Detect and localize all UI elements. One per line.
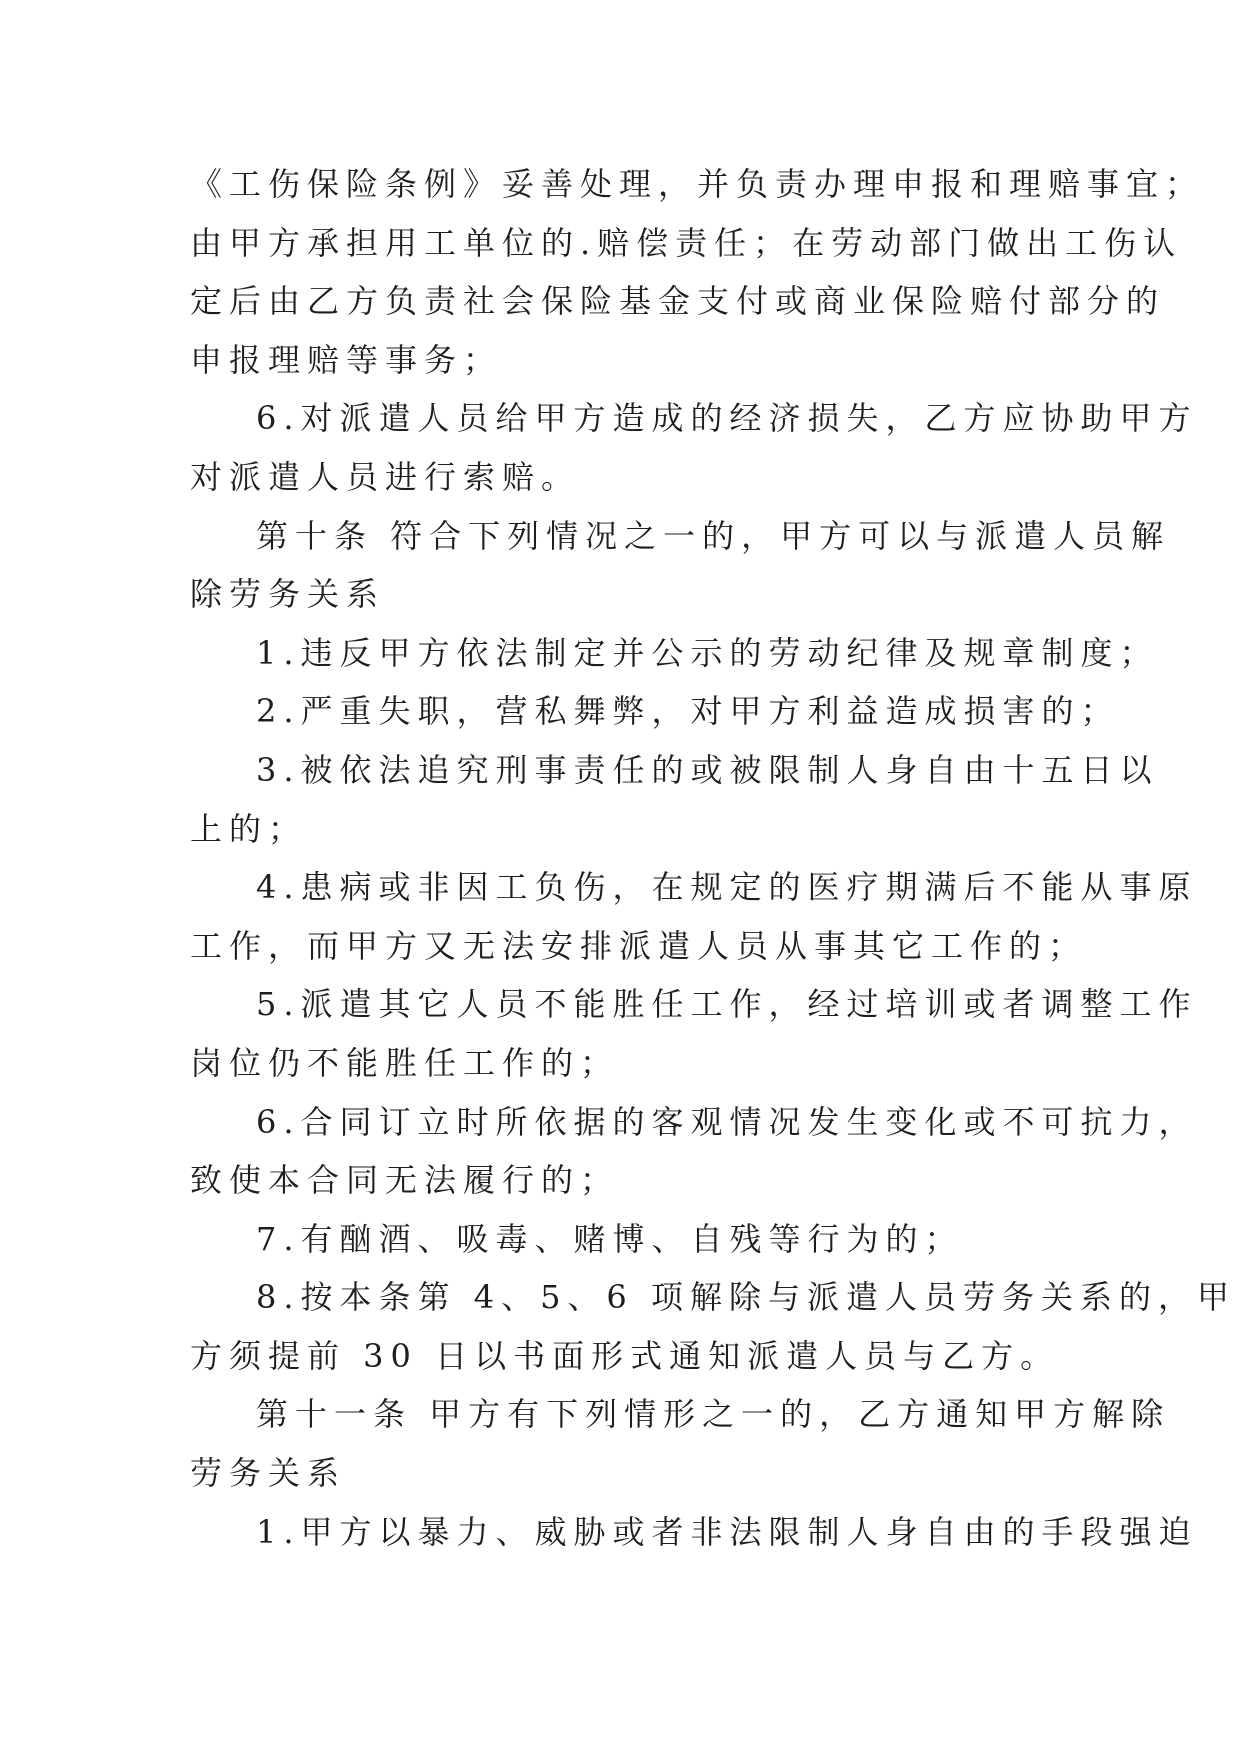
list-item: 1.违反甲方依法制定并公示的劳动纪律及规章制度；	[256, 633, 1159, 672]
text-line: 《工伤保险条例》妥善处理，并负责办理申报和理赔事宜；	[190, 165, 1205, 203]
list-item: 5.派遣其它人员不能胜任工作，经过培训或者调整工作	[256, 985, 1198, 1024]
document-body	[190, 155, 1236, 1561]
text-line: 劳务关系	[190, 1454, 347, 1493]
text-line: 致使本合同无法履行的；	[190, 1161, 620, 1200]
list-item: 3.被依法追究刑事责任的或被限制人身自由十五日以	[256, 750, 1159, 789]
list-item: 2.严重失职，营私舞弊，对甲方利益造成损害的；	[256, 692, 1120, 731]
list-item: 6.合同订立时所依据的客观情况发生变化或不可抗力，	[256, 1102, 1198, 1141]
text-line: 方须提前 30 日以书面形式通知派遣人员与乙方。	[190, 1336, 1060, 1375]
text-line: 6.对派遣人员给甲方造成的经济损失，乙方应协助甲方	[256, 399, 1198, 438]
list-item: 4.患病或非因工负伤，在规定的医疗期满后不能从事原	[256, 868, 1198, 907]
text-line: 除劳务关系	[190, 575, 386, 614]
text-line: 工作，而甲方又无法安排派遣人员从事其它工作的；	[190, 926, 1088, 965]
text-line: 定后由乙方负责社会保险基金支付或商业保险赔付部分的	[190, 282, 1166, 321]
list-item: 1.甲方以暴力、威胁或者非法限制人身自由的手段强迫	[256, 1512, 1198, 1551]
list-item: 7.有酗酒、吸毒、赌博、自残等行为的；	[256, 1219, 964, 1258]
text-line: 上的；	[190, 809, 308, 848]
article-heading: 第十一条 甲方有下列情形之一的，乙方通知甲方解除	[256, 1395, 1171, 1434]
article-heading: 第十条 符合下列情况之一的，甲方可以与派遣人员解	[256, 516, 1171, 555]
text-line: 由甲方承担用工单位的.赔偿责任；在劳动部门做出工伤认	[190, 223, 1183, 262]
text-line: 申报理赔等事务；	[190, 340, 503, 379]
text-line: 对派遣人员进行索赔。	[190, 457, 581, 496]
text-line: 岗位仍不能胜任工作的；	[190, 1043, 620, 1082]
list-item: 8.按本条第 4、5、6 项解除与派遣人员劳务关系的，甲	[256, 1278, 1236, 1317]
